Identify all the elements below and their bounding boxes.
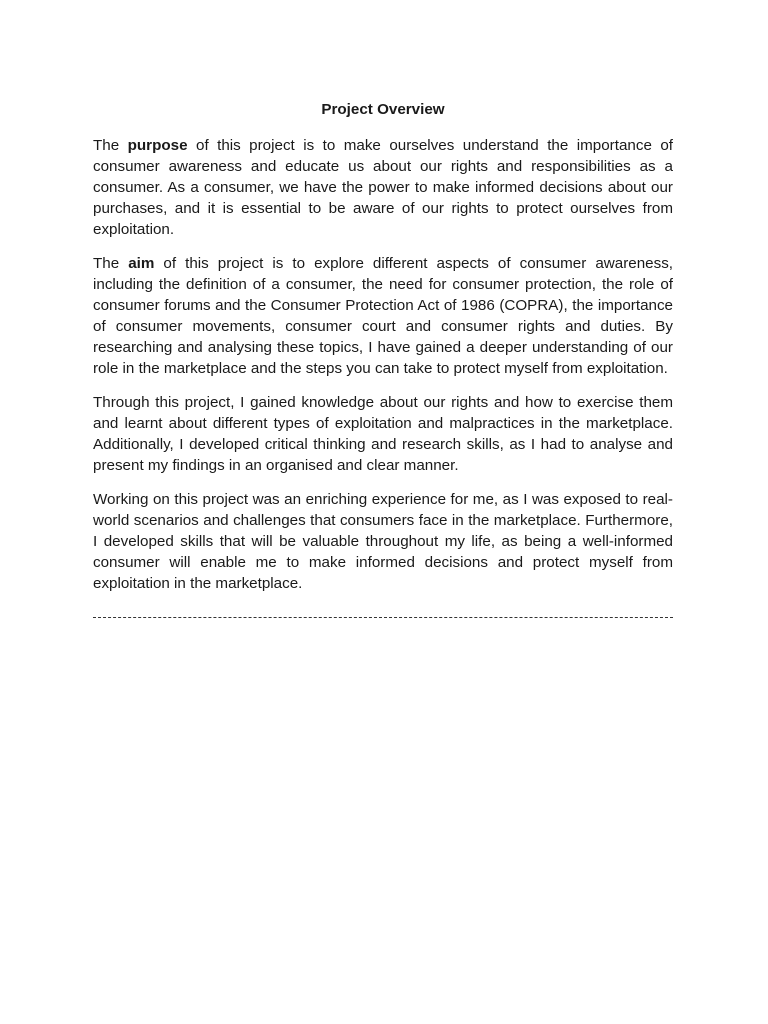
- document-title: Project Overview: [321, 101, 445, 118]
- document-body: [93, 99, 673, 608]
- paragraph-experience: Working on this project was an enriching experience for me, as I was exposed to real-world scenarios and challenges that consumers face in the marketplace. Furthermore, I developed skills that will be valuable throughout my life, as being a well-informed consumer will enable me to make informed decisions and protect myself from exploitation in the marketplace.: [93, 491, 673, 592]
- purpose-keyword: purpose: [127, 137, 188, 154]
- paragraph-knowledge: Through this project, I gained knowledge about our rights and how to exercise them and learnt about different types of exploitation and malpractices in the marketplace. Additionally, I developed critical thinking and research skills, as I had to analyse and present my findings in an organised and clear manner.: [93, 394, 673, 474]
- paragraph-aim-lead: The: [93, 255, 129, 272]
- paragraph-purpose-lead: The: [93, 137, 128, 154]
- paragraph-aim-text: of this project is to explore different aspects of consumer awareness, including the definition of a consumer, the need for consumer protection, the role of consumer forums and the Consumer Protection Act of 1986 (COPRA), the importance of consumer movements, consumer court and consumer rights and duties. By researching and analysing these topics, I have gained a deeper understanding of our role in the marketplace and the steps you can take to protect myself from exploitation.: [93, 255, 674, 377]
- paragraph-purpose-text: of this project is to make ourselves understand the importance of consumer awareness and educate us about our rights and responsibilities as a consumer. As a consumer, we have the power to make informed decisions about our purchases, and it is essential to be aware of our rights to protect ourselves from exploitation.: [93, 137, 674, 238]
- paragraph-purpose: [93, 135, 673, 240]
- paragraph-aim: [93, 253, 673, 379]
- dashed-separator: [93, 617, 673, 618]
- aim-keyword: aim: [128, 255, 155, 272]
